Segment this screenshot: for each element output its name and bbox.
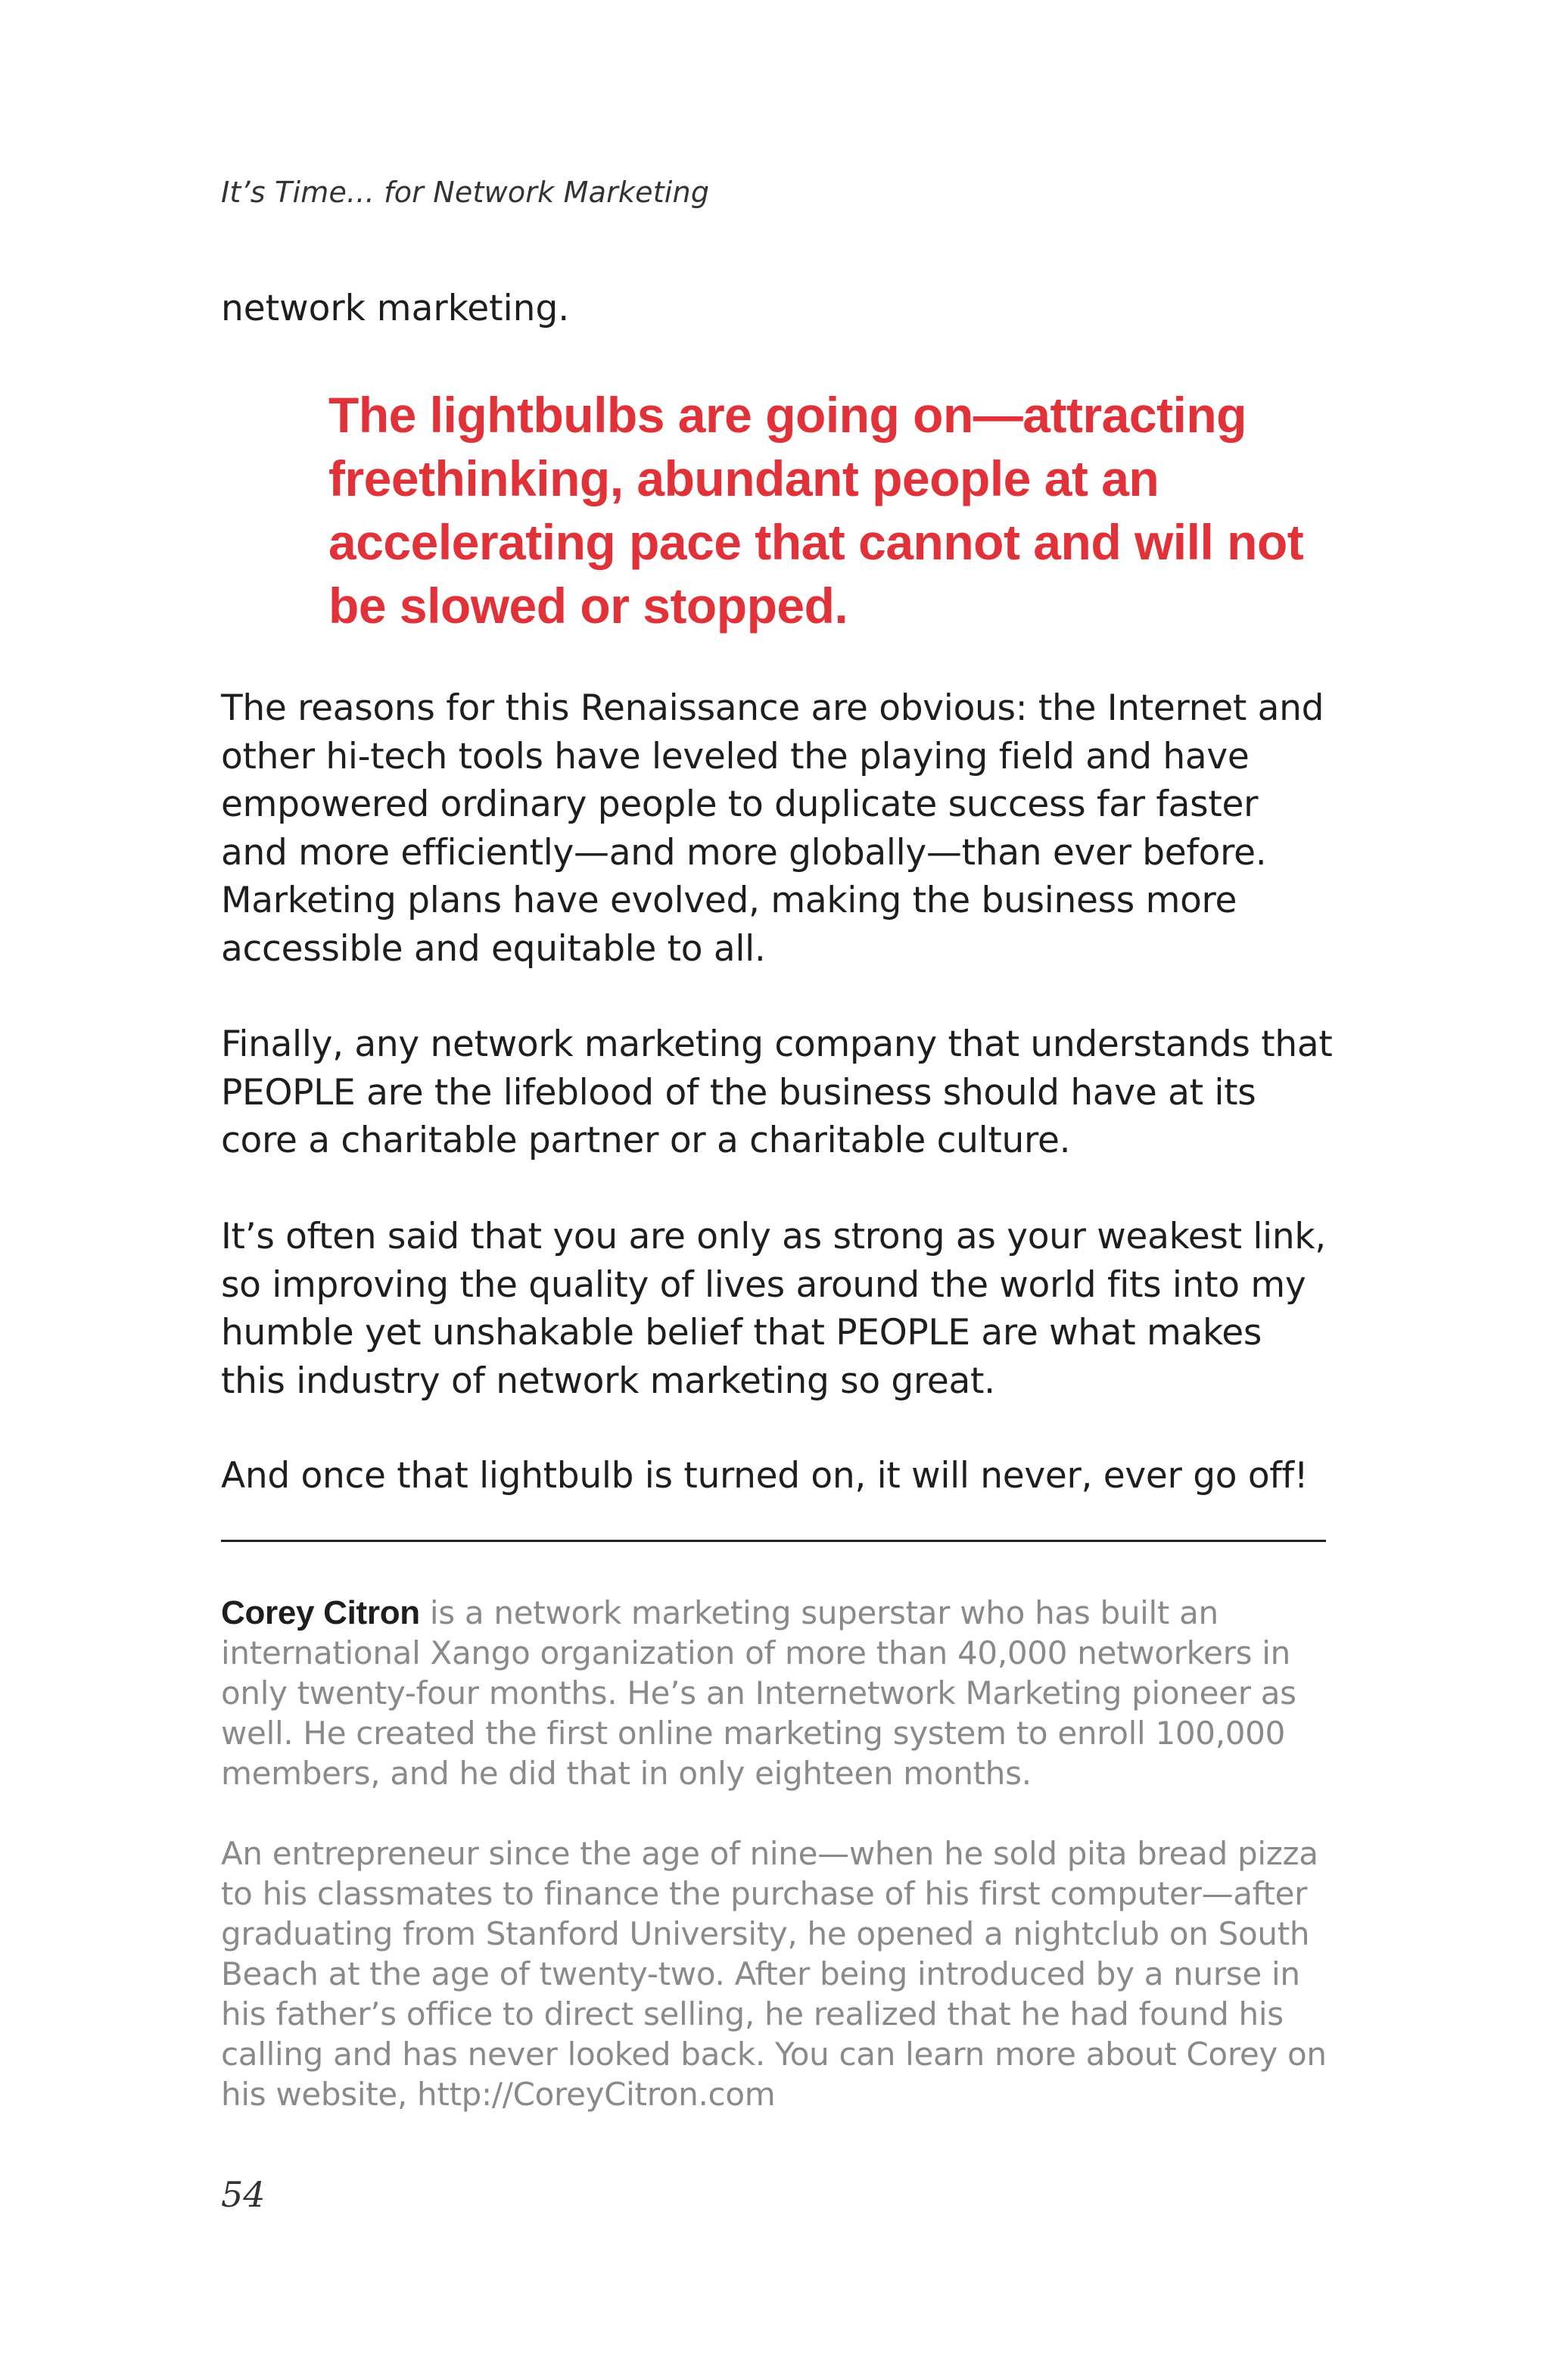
page-number: 54 bbox=[221, 2174, 266, 2215]
author-bio-paragraph-2: An entrepreneur since the age of nine—when he sold pita bread pizza to his classmates to finance the purchase of his first computer—after graduating from Stanford University, he opened a nightclub on South Beach at the age of twenty-two. After being introduced by a nurse in his father’s office to direct selling, he realized that he had found his calling and has never looked back. You can learn more about Corey on his website, http://CoreyCitron.com bbox=[221, 1835, 1327, 2113]
author-bio-paragraph bbox=[221, 1593, 1334, 1793]
body-paragraph: Finally, any network marketing company that understands that PEOPLE are the lifeblood of the business should have at its core a charitable partner or a charitable culture. bbox=[221, 1023, 1333, 1161]
closing-paragraph: And once that lightbulb is turned on, it will never, ever go off! bbox=[221, 1455, 1309, 1497]
continuation-text: network marketing. bbox=[221, 288, 570, 329]
pull-quote: The lightbulbs are going on—attracting freethinking, abundant people at an accelerating pace that cannot and will not be slowed or stopped. bbox=[328, 387, 1304, 634]
author-name: Corey Citron bbox=[221, 1594, 420, 1631]
body-paragraph: The reasons for this Renaissance are obvious: the Internet and other hi-tech tools have leveled the playing field and have empowered ordinary people to duplicate success far faster and more efficiently—and more globally—than ever before. Marketing plans have evolved, making the business more accessible and equitable to all. bbox=[221, 687, 1324, 970]
section-divider bbox=[221, 1540, 1326, 1542]
author-bio-text: is a network marketing superstar who has built an international Xango organization of more than 40,000 networkers in only twenty-four months. He’s an Internetwork Marketing pioneer as well. He created the first online marketing system to enroll 100,000 members, and he did that in only eighteen months. bbox=[221, 1594, 1296, 1792]
body-paragraph: It’s often said that you are only as strong as your weakest link, so improving the quality of lives around the world fits into my humble yet unshakable belief that PEOPLE are what makes this industry of network marketing so great. bbox=[221, 1216, 1326, 1402]
running-title: It’s Time... for Network Marketing bbox=[221, 176, 710, 209]
